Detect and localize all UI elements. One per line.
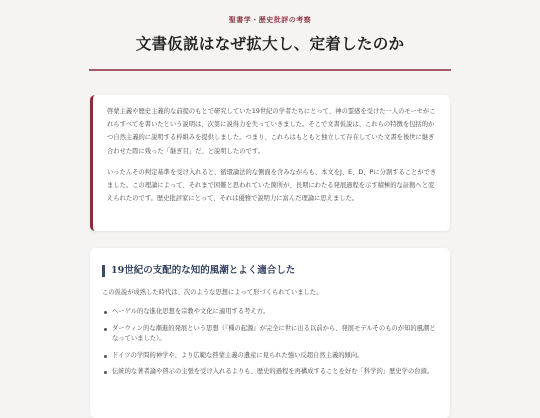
list-item: ドイツの学問的神学や、より広範な啓蒙主義の遺産に見られた強い反超自然主義的傾向。 [102,351,438,362]
page-title: 文書仮説はなぜ拡大し、定着したのか [135,34,405,53]
section-intro: この仮説が成熟した時代は、次のような思想によって形づくられていました。 [102,289,323,296]
intro-paragraph-1: 啓蒙主義や歴史主義的な前提のもとで研究していた19世紀の学者たちにとって、神の霊感を受けた一人のモーセがこれらすべてを書いたという説明は、次第に説得力を失っていきました。そこで文書仮説は、これらの特徴を包括的かつ自然主義的に説明する枠組みを提供しました。つまり、これらはもともと独立して存在していた文書を後世に継ぎ合わせた際に残った「継ぎ目」だ、と説明したのです。 [107,108,436,155]
intro-card [90,95,450,231]
section-card [90,248,450,418]
header [0,0,540,54]
list-item: ヘーゲル的な進化思想を宗教や文化に適用する考え方。 [102,307,438,318]
list-item: 伝統的な著者論や啓示の主張を受け入れるよりも、歴史的過程を再構成することを好む「科学的」歴史学の台頭。 [102,367,438,378]
kicker: 聖書学・歴史批評の考察 [228,16,312,24]
bullet-list [102,307,438,384]
title-divider [89,69,451,71]
section-title: 19世紀の支配的な知的風潮とよく適合した [102,265,295,277]
list-item: ダーウィン的な漸進的発展という思想（『種の起源』が完全に世に出る以前から、発展モデルそのものが知的風潮となっていました）。 [102,324,438,345]
intro-paragraph-2: いったんその判定基準を受け入れると、循環論法的な側面を含みながらも、本文をJ、E、D、Pに分割することができました。この理論によって、それまで困難と思われていた箇所が、長期にわたる発展過程を示す積極的な証拠へと変えられたのです。歴史批評家にとって、それは優雅で説明力に富んだ理論に思えました。 [107,168,437,203]
